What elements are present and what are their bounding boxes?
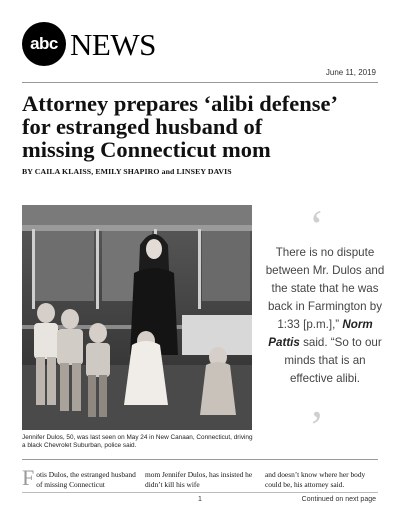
abc-news-logo [22, 22, 156, 66]
body-column-3: and doesn’t know where her body could be, his attorney said. [265, 470, 366, 489]
body-column-1-text: otis Dulos, the estranged husband of missing Connecticut [36, 470, 136, 489]
photo-caption: Jennifer Dulos, 50, was last seen on May 24 in New Canaan, Connecticut, driving a black Chevrolet Suburban, police said. [22, 434, 253, 450]
pull-quote [262, 244, 388, 388]
pull-quote-text-before: There is no dispute between Mr. Dulos and the state that he was back in Farmington by 1:33 [p.m.],” [265, 246, 385, 331]
body-divider [22, 459, 378, 460]
header-divider [22, 82, 378, 83]
drop-cap: F [22, 465, 35, 490]
byline: BY CAILA KLAISS, EMILY SHAPIRO and LINSEY DAVIS [22, 167, 232, 176]
page-number: 1 [198, 496, 202, 503]
footer-divider [22, 492, 378, 493]
body-column-2: mom Jennifer Dulos, has insisted he didn’t kill his wife [145, 470, 253, 489]
pull-quote-text-after: said. “So to our minds that is an effective alibi. [284, 336, 382, 385]
family-photo [22, 205, 252, 430]
close-quote-icon: ’ [309, 401, 325, 452]
abc-logo-circle: abc [22, 22, 66, 66]
headline-line-2: for estranged husband of [22, 114, 263, 139]
news-wordmark: NEWS [70, 26, 156, 62]
continued-link[interactable]: Continued on next page [301, 496, 376, 503]
open-quote-icon: ‘ [309, 200, 325, 251]
pull-quote-name: Norm Pattis [268, 318, 373, 349]
body-column-1 [22, 465, 140, 490]
headline-line-1: Attorney prepares ‘alibi defense’ [22, 91, 338, 116]
headline-line-3: missing Connecticut mom [22, 137, 271, 162]
publication-date: June 11, 2019 [325, 68, 376, 77]
article-headline [22, 92, 382, 161]
family-photo-illustration [22, 205, 252, 430]
